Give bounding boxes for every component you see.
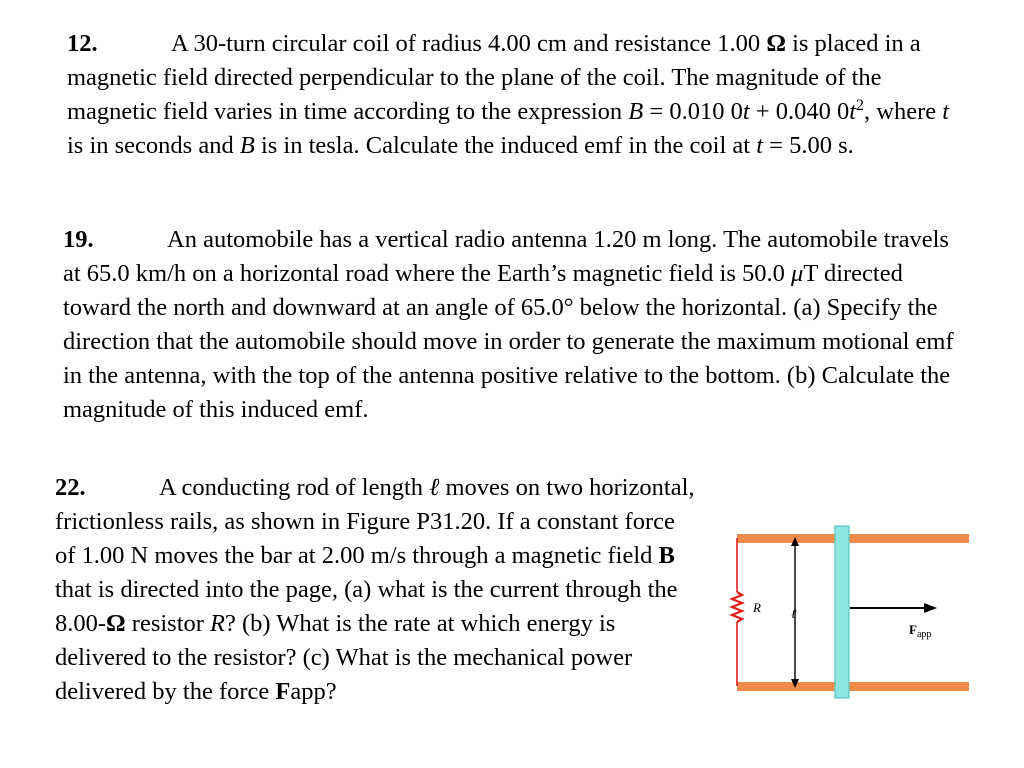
- problem-number: 22.: [55, 474, 86, 501]
- text-segment: A 30-turn circular coil of radius 4.00 cm and resistance 1.00: [171, 30, 767, 57]
- text-segment: An automobile has a vertical radio antenna 1.20 m long. The automobile travels at 65.0 km/h on a horizontal road where the Earth’s magnetic field is 50.0: [63, 226, 949, 287]
- text-segment: Ω: [106, 610, 126, 637]
- text-segment: moves on two horizontal, frictionless rails, as shown in Figure P31.20. If a constant force of 1.00 N moves the bar at 2.00 m/s through a magnetic field: [55, 474, 695, 569]
- text-segment: that is directed into the page, (a) what is the current through the 8.00-: [55, 576, 678, 637]
- text-segment: = 0.010 0: [643, 98, 743, 125]
- text-segment: t: [756, 132, 764, 159]
- force-label-main: F: [909, 622, 917, 637]
- text-segment: is in tesla. Calculate the induced emf in the coil at: [254, 132, 757, 159]
- force-label-sub: app: [916, 629, 932, 640]
- text-segment: = 5.00 s.: [763, 132, 854, 159]
- text-segment: t: [849, 98, 857, 125]
- text-segment: B: [628, 98, 644, 125]
- text-segment: is placed in a magnetic field directed perpendicular to the plane of the coil. The magnitude of the magnetic field varies in time according to the expression: [67, 30, 921, 125]
- text-segment: Ω: [766, 30, 786, 57]
- problem-number: 19.: [63, 226, 94, 253]
- problem-text: [63, 226, 954, 423]
- text-segment: B: [658, 542, 675, 569]
- conducting-rod: [835, 526, 849, 698]
- force-arrow-head: [924, 603, 937, 613]
- text-segment: , where: [864, 98, 943, 125]
- problem-22: [55, 471, 695, 709]
- text-segment: t: [742, 98, 750, 125]
- figure-p31-20: [725, 520, 975, 705]
- text-segment: T directed toward the north and downward at an angle of 65.0° below the horizontal. (a) Specify the direction that the automobile should move in order to generate the maximum motional emf in the antenna, with the top of the antenna positive relative to the bottom. (b) Calculate the magnitude of this induced emf.: [63, 260, 954, 423]
- resistor-zigzag: [732, 592, 742, 622]
- text-segment: 2: [856, 97, 865, 114]
- text-segment: app?: [290, 678, 337, 705]
- problem-19: [63, 223, 963, 427]
- problem-12: [67, 27, 967, 163]
- text-segment: ? (b) What is the rate at which energy is delivered to the resistor? (c) What is the mechanical power delivered by the force: [55, 610, 633, 705]
- text-segment: A conducting rod of length: [159, 474, 430, 501]
- length-label: ℓ: [791, 606, 797, 621]
- force-label: [909, 622, 931, 640]
- text-segment: μ: [791, 260, 804, 287]
- text-segment: resistor: [125, 610, 211, 637]
- text-segment: ℓ: [429, 474, 440, 501]
- top-rail: [737, 534, 969, 543]
- resistor-label: R: [753, 600, 761, 615]
- bottom-rail: [737, 682, 969, 691]
- problem-text: [67, 30, 949, 159]
- problem-text: [55, 474, 695, 705]
- text-segment: t: [942, 98, 950, 125]
- text-segment: B: [239, 132, 255, 159]
- text-segment: is in seconds and: [67, 132, 240, 159]
- problem-number: 12.: [67, 30, 98, 57]
- text-segment: F: [275, 678, 291, 705]
- text-segment: + 0.040 0: [749, 98, 850, 125]
- text-segment: R: [210, 610, 226, 637]
